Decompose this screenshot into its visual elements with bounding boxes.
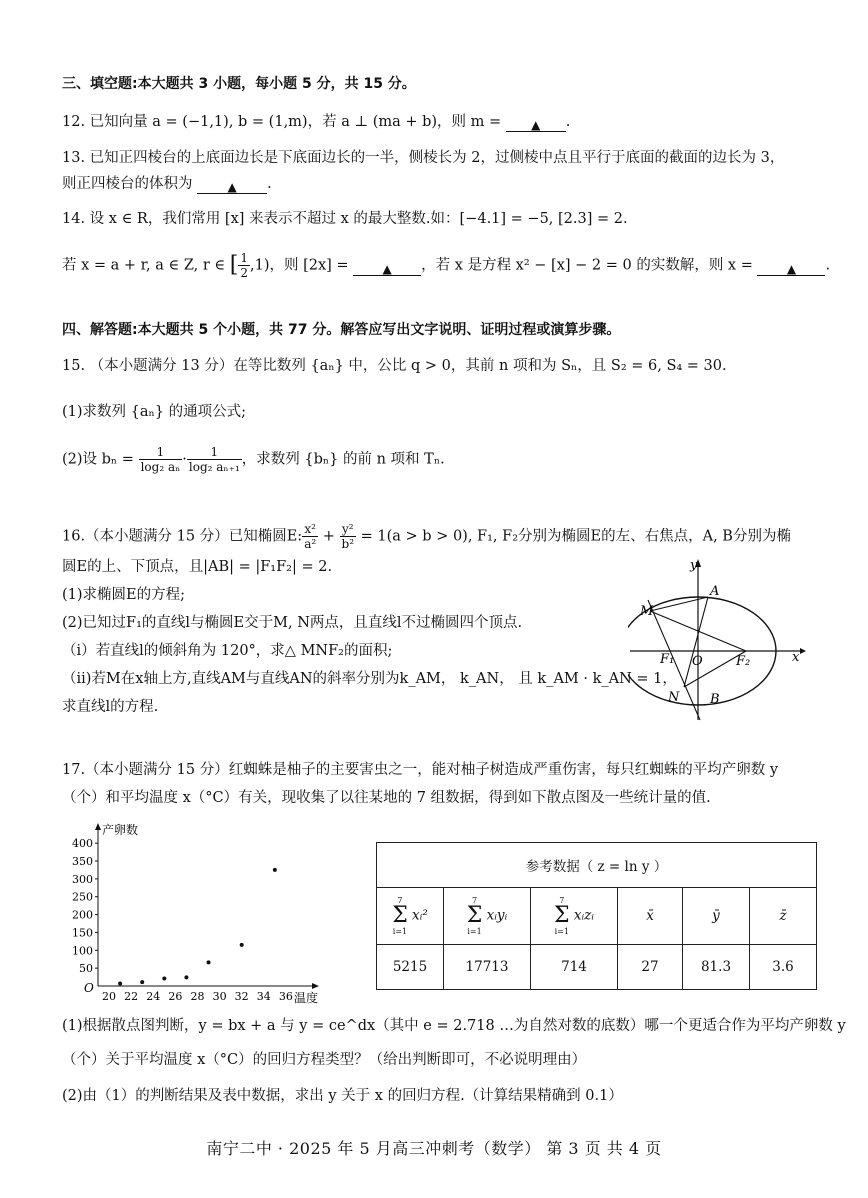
q12-prefix: 12. 已知向量 [62,114,148,130]
label-F1: F₁ [660,652,675,667]
data-point [240,943,244,947]
question-16-part2ii-end: 求直线l的方程. [62,699,159,715]
data-point [273,868,277,872]
label-F2: F₂ [736,654,751,669]
label-N: N [668,690,680,705]
x-tick-label: 30 [212,990,227,1003]
question-15-part2: (2)设 bₙ = $\frac{1}{\text{log₂ aₙ}}$ · $\frac{1}{\text{log₂ aₙ₊₁}}$ ，求数列 {bₙ} 的前 n 项和 Tₙ. [62,445,445,474]
label-y: y [690,558,698,573]
fraction-y: $\frac{\text{y²}}{\text{b²}}$ [341,522,355,551]
question-13-line1: 13. 已知正四棱台的上底面边长是下底面边长的一半，侧棱长为 2，过侧棱中点且平行于底面的截面的边长为 3， [62,150,785,166]
y-tick-label: 400 [72,837,93,851]
question-17-part1b: （个）关于平均温度 x（°C）的回归方程类型？（给出判断即可，不必说明理由） [62,1052,587,1068]
answer-blank: ▲ [353,259,421,276]
answer-blank: ▲ [197,177,267,194]
x-axis-arrow [312,983,319,989]
q13-text: 则正四棱台的体积为 [62,176,193,192]
section-4-title: 四、解答题:本大题共 5 个小题，共 77 分。解答应写出文字说明、证明过程或演算步骤。 [62,322,621,338]
y-tick-label: 150 [72,926,93,940]
question-16-part1: (1)求椭圆E的方程; [62,587,186,603]
question-14-line2: 若 x = a + r, a ∈ Z, r ∈ [ $\frac{1}{2}$ ,1)，则 [2x] = ▲ ，若 x 是方程 x² − [x] − 2 = 0 的实数解，则 x = ▲ . [62,251,831,280]
table-header-2: 7 Σ i=1 xᵢzᵢ [531,888,618,945]
y-tick-label: 250 [72,890,93,904]
table-value-4: 81.3 [683,945,750,990]
question-17-part2: (2)由（1）的判断结果及表中数据，求出 y 关于 x 的回归方程.（计算结果精确到 0.1） [62,1088,623,1104]
origin-label: O [84,981,94,995]
question-16-part2: (2)已知过F₁的直线l与椭圆E交于M, N两点，且直线l不过椭圆四个顶点. [62,615,523,631]
answer-blank: ▲ [757,259,825,276]
table-value-0: 5215 [377,945,444,990]
question-14-line1: 14. 设 x ∈ R，我们常用 [x] 来表示不超过 x 的最大整数.如：[−4.1] = −5, [2.3] = 2. [62,211,628,227]
data-point [184,975,188,979]
table-header-3: x̄ [618,888,683,945]
x-axis-label: 温度 [294,991,319,1005]
fraction-x: $\frac{\text{x²}}{\text{a²}}$ [304,522,317,551]
x-tick-label: 26 [168,990,183,1003]
x-tick-label: 34 [256,990,271,1003]
q14-text-b: ,1)，则 [2x] = [249,257,349,274]
data-point [140,980,144,984]
table-value-5: 3.6 [750,945,817,990]
q15-p2-post: ，求数列 {bₙ} 的前 n 项和 Tₙ. [241,451,445,468]
q16-post: = 1(a > b > 0), F₁, F₂分别为椭圆E的左、右焦点，A, B分别为椭 [360,528,791,545]
table-caption: 参考数据（ z = ln y ） [377,843,817,888]
table-value-2: 714 [531,945,618,990]
answer-blank: ▲ [506,115,566,132]
table-header-1: 7 Σ i=1 xᵢyᵢ [444,888,531,945]
question-16-line1: 16.（本小题满分 15 分）已知椭圆E: $\frac{\text{x²}}{\text{a²}}$ + $\frac{\text{y²}}{\text{b²}}$ = 1(a > b > 0), F₁, F₂分别为椭圆E的左、右焦点，A, B分别为椭 [62,522,791,551]
q15-p2-pre: (2)设 bₙ = [62,451,134,468]
label-A: A [710,584,720,599]
fraction-one-half: $\frac{1}{2}$ [240,251,248,280]
x-tick-label: 20 [102,990,117,1003]
question-13-line2: 则正四棱台的体积为 ▲ . [62,176,272,194]
question-16-part2i: （i）若直线l的倾斜角为 120°，求△ MNF₂的面积; [62,643,393,659]
q14-text-a: 若 x = a + r, a ∈ Z, r ∈ [62,257,226,274]
table-value-row [377,945,817,990]
y-tick-label: 200 [72,908,93,922]
table-header-5: z̄ [750,888,817,945]
y-axis-arrow [95,823,101,830]
label-B: B [710,692,720,707]
x-tick-label: 28 [190,990,205,1003]
y-tick-label: 350 [72,855,93,868]
x-tick-label: 24 [146,990,161,1003]
question-12: 12. 已知向量 a = (−1,1), b = (1,m)，若 a ⊥ (ma + b)，则 m = ▲ . [62,114,571,132]
table-header-row [377,888,817,945]
table-header-0: 7 Σ i=1 xᵢ² [377,888,444,945]
table-value-3: 27 [618,945,683,990]
question-15-stem: 15. （本小题满分 13 分）在等比数列 {aₙ} 中，公比 q > 0，其前 n 项和为 Sₙ，且 S₂ = 6, S₄ = 30. [62,358,727,374]
fraction-2: $\frac{1}{\text{log₂ aₙ₊₁}}$ [188,445,240,474]
x-tick-label: 36 [278,990,293,1003]
y-tick-label: 50 [79,962,93,976]
table-value-1: 17713 [444,945,531,990]
fraction-1: $\frac{1}{\text{log₂ aₙ}}$ [140,445,181,474]
label-M: M [640,604,654,619]
question-15-part1: (1)求数列 {aₙ} 的通项公式; [62,404,247,420]
x-tick-label: 22 [124,990,139,1003]
reference-table [376,842,817,990]
y-axis-label: 产卵数 [102,823,139,837]
table-header-4: ȳ [683,888,750,945]
question-17-line2: （个）和平均温度 x（°C）有关，现收集了以往某地的 7 组数据，得到如下散点图及一些统计量的值. [62,790,711,806]
question-16-line2: 圆E的上、下顶点，且|AB| = |F₁F₂| = 2. [62,559,333,575]
label-x: x [792,650,800,665]
y-tick-label: 100 [72,944,93,958]
label-O: O [692,654,703,669]
q14-text-c: ，若 x 是方程 x² − [x] − 2 = 0 的实数解，则 x = [421,257,753,274]
q12-expression: a = (−1,1), b = (1,m)，若 a ⊥ (ma + b)，则 m = [152,114,502,130]
question-17-part1a: (1)根据散点图判断，y = bx + a 与 y = ce^dx（其中 e = 2.718 …为自然对数的底数）哪一个更适合作为平均产卵数 y [62,1018,846,1034]
x-tick-label: 32 [234,990,249,1003]
data-point [162,977,166,981]
q16-pre: 16.（本小题满分 15 分）已知椭圆E: [62,528,303,545]
section-3-title: 三、填空题:本大题共 3 小题，每小题 5 分，共 15 分。 [62,76,416,92]
page-footer: 南宁二中 · 2025 年 5 月高三冲刺考（数学） 第 3 页 共 4 页 [206,1139,662,1158]
scatter-chart [62,818,324,1006]
question-17-line1: 17.（本小题满分 15 分）红蜘蛛是柚子的主要害虫之一，能对柚子树造成严重伤害，每只红蜘蛛的平均产卵数 y [62,762,779,778]
ellipse-figure [628,555,808,725]
data-point [118,982,122,986]
question-16-part2ii: （ii)若M在x轴上方,直线AM与直线AN的斜率分别为k_AM， k_AN， 且 k_AM · k_AN = 1， [62,671,677,687]
data-point [207,960,211,964]
y-tick-label: 300 [72,872,93,886]
